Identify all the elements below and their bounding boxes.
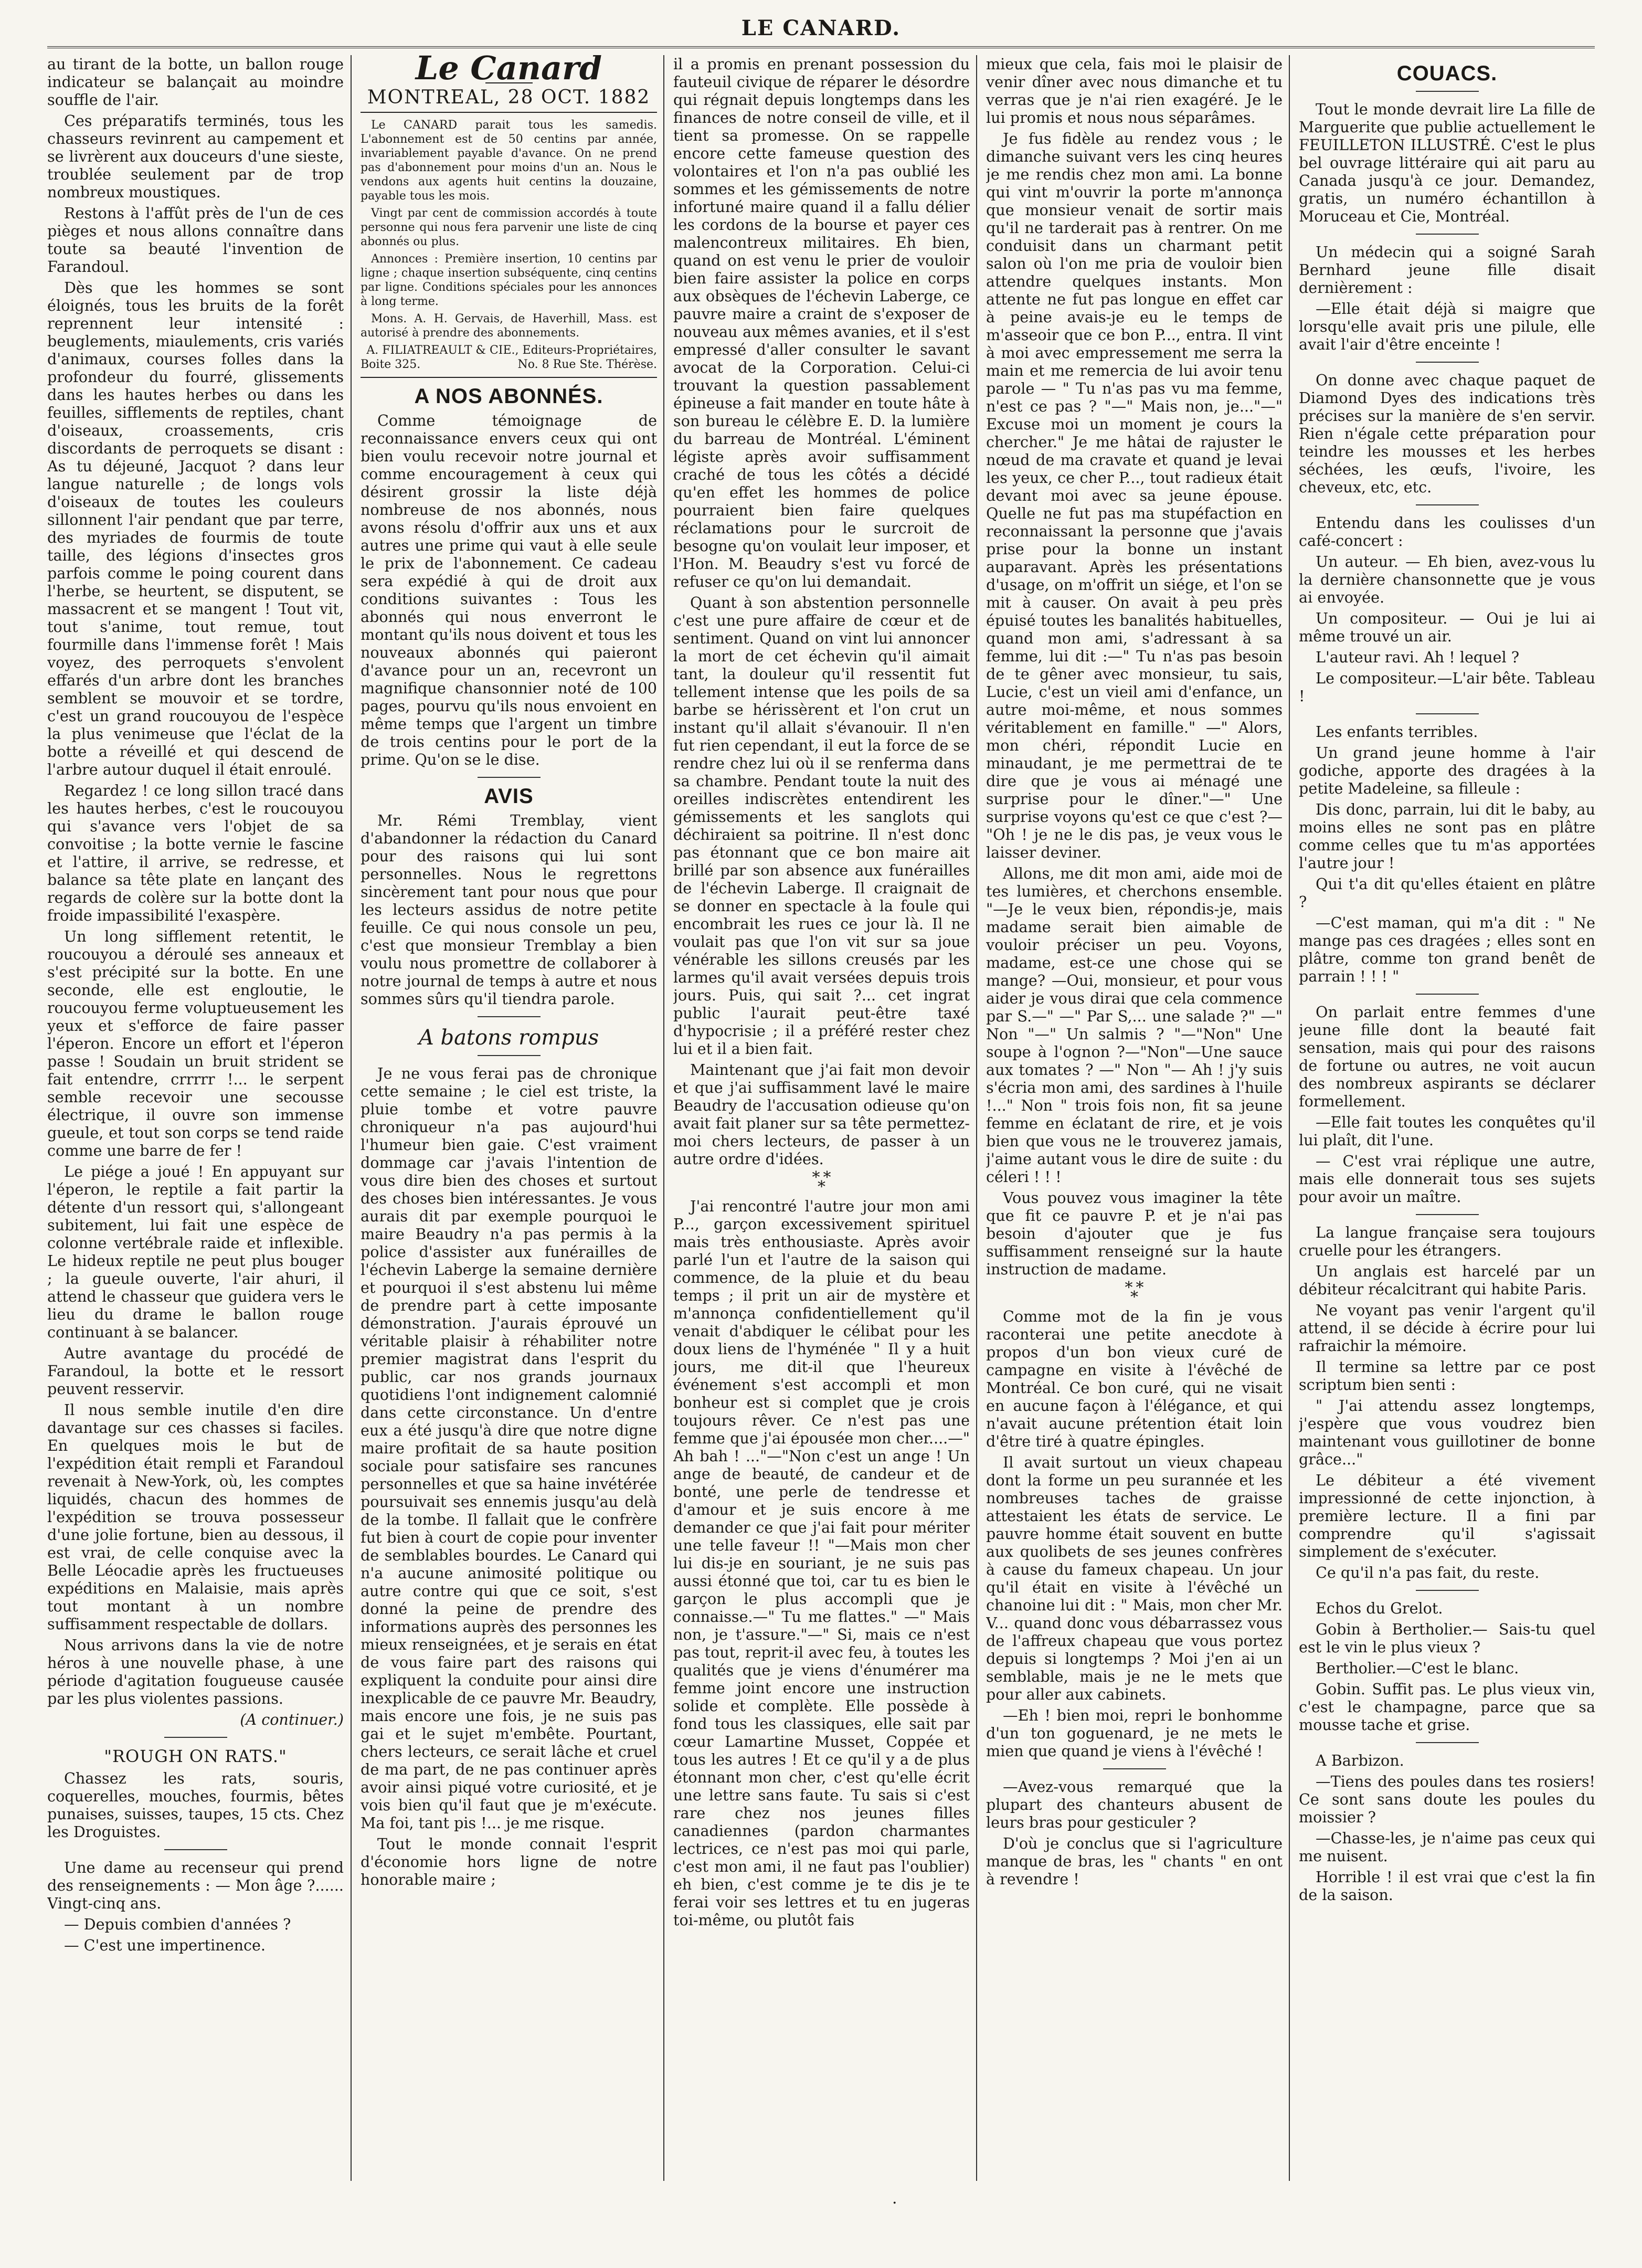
section-title-abonnes: A NOS ABONNÉS. [414,385,603,408]
paragraph: Je ne vous ferai pas de chronique cette semaine ; le ciel est triste, la pluie tombe et votre pauvre chroniqueur n'a pas aujourd'hui l'humeur bien gaie. C'est vraiment dommage car j'avais l'intention de vous dire bien des choses et surtout des choses bien intéressantes. Je vous aurais dit par exemple pourquoi le maire Beaudry n'a pas permis à la police d'assister aux funérailles de l'échevin Laberge la semaine dernière et pourquoi il s'est abstenu lui même de prendre part à cette imposante démonstration. J'aurais éprouvé un véritable plaisir à réhabiliter notre premier magistrat dans l'esprit du public, car nos grands journaux quotidiens l'ont indignement calomnié dans cette circonstance. Un d'entre eux a été jusqu'à dire que notre digne maire profitait de sa haute position sociale pour satisfaire ses rancunes personnelles et que sa haine invétérée poursuivait ses ennemis jusqu'au delà de la tombe. Il fallait que le confrère fut bien à court de copie pour inventer de semblables bourdes. Le Canard qui n'a aucune animosité politique ou autre contre qui que ce soit, s'est donné la peine de prendre des informations auprès des personnes les mieux renseignées, et je serais en état de vous faire part des raisons qui expliquent la conduite pour ainsi dire inexplicable de ce pauvre Mr. Beaudry, mais encore une fois, je ne suis pas gai et le sujet m'embête. Pourtant, chers lecteurs, ce serait lâche et cruel de ma part, de ne pas continuer après avoir ainsi piqué votre curiosité, et je vois bien qu'il faut que je m'exécute. Ma foi, tant pis !... je me risque. [361,1064,657,1832]
paragraph: On donne avec chaque paquet de Diamond Dyes des indications très précises sur la manière de s'en servir. Rien n'égale cette préparation pour teindre les mousses et les herbes séchées, les œufs, l'ivoire, les cheveux, etc, etc. [1299,371,1595,496]
paragraph: Gobin. Suffit pas. Le plus vieux vin, c'est le champagne, parce que sa mousse tache et grise. [1299,1680,1595,1734]
paragraph: Vous pouvez vous imaginer la tête que fit ce pauvre P. et je n'ai pas besoin d'ajouter que je fus suffisamment renseigné sur la haute instruction de madame. [986,1189,1283,1278]
ad-text: Chassez les rats, souris, coquerelles, mouches, fourmis, bêtes punaises, suisses, taupes, 15 cts. Chez les Droguistes. [47,1769,344,1841]
paragraph: A Barbizon. [1316,1752,1404,1769]
info-paragraph: Le CANARD parait tous les samedis. L'abonnement est de 50 centins par année, invariablement payable d'avance. On ne prend pas d'abonnement pour moins d'un an. Nous le vendons aux agents huit centins la douzaine, payable tous les mois. [361,119,657,203]
paragraph: " J'ai attendu assez longtemps, j'espère que vous voudrez bien maintenant vous guillotiner de bonne grâce..." [1299,1397,1595,1468]
separator [1416,713,1479,714]
paragraph: — C'est vrai réplique une autre, mais elle donnerait tous ses sujets pour avoir un maître. [1299,1152,1595,1206]
paragraph: Je fus fidèle au rendez vous ; le dimanche suivant vers les cinq heures je me rendis chez mon ami. La bonne qui vint m'ouvrir la porte m'annonça que monsieur venait de sortir mais qu'il ne tarderait pas à rentrer. On me conduisit dans un charmant petit salon où l'on me pria de vouloir bien attendre quelques instants. Mon attente ne fut pas longue en effet car à peine avais-je eu le temps de m'asseoir que ce bon P..., entra. Il vint à moi avec empressement me serra la main et me remercia de lui avoir tenu parole — " Tu n'as pas vu ma femme, n'est ce pas ? "—" Mais non, je..."—" Excuse moi un moment je cours la chercher." Je me hâtai de rajuster le nœud de ma cravate et quand je levai les yeux, ce cher P..., tout radieux était devant moi avec sa jeune épouse. Quelle ne fut pas ma stupéfaction en reconnaissant la personne que j'avais prise pour la bonne un instant auparavant. Après les présentations d'usage, on m'offrit un siége, et l'on se mit à causer. On avait à peu près épuisé toutes les banalités habituelles, quand mon ami, s'adressant à sa femme, lui dit :—" Tu n'as pas besoin de te gêner avec monsieur, tu sais, Lucie, c'est un vieil ami d'enfance, un autre moi-même, et nous sommes véritablement en famille." —" Alors, mon chéri, répondit Lucie en minaudant, je me permettrai de te dire que je vous ai ménagé une surprise pour le dîner."—" Une surprise voyons qu'est ce que c'est ?— "Oh ! je ne le dis pas, je veux vous le laisser deviner. [986,130,1283,861]
paragraph: Mr. Rémi Tremblay, vient d'abandonner la rédaction du Canard pour des raisons qui lui sont personnelles. Nous le regrettons sincèrement tant pour nous que pour les lecteurs assidus de notre petite feuille. Ce qui nous console un peu, c'est que monsieur Tremblay a bien voulu nous promettre de collaborer à notre journal de temps à autre et nous sommes sûrs qu'il tiendra parole. [361,811,657,1008]
column-4 [986,55,1283,2181]
paragraph: La langue française sera toujours cruelle pour les étrangers. [1299,1223,1595,1259]
separator [164,1737,227,1738]
separator [1416,91,1479,92]
column-rule [976,55,977,2181]
paragraph: Qui t'a dit qu'elles étaient en plâtre ? [1299,875,1595,911]
paragraph: Un anglais est harcelé par un débiteur récalcitrant qui habite Paris. [1299,1262,1595,1298]
ad-title: "ROUGH ON RATS." [104,1746,287,1766]
paragraph: Nous arrivons dans la vie de notre héros à une nouvelle phase, à une période d'agitation fougueuse causée par les plus violentes passions. [47,1636,344,1707]
paragraph: Entendu dans les coulisses d'un café-concert : [1299,514,1595,550]
paragraph: —Avez-vous remarqué que la plupart des chanteurs abusent de leurs bras pour gesticuler ? [986,1778,1283,1831]
separator [478,1016,541,1017]
paragraph: Quant à son abstention personnelle c'est une pure affaire de cœur et de sentiment. Quand on vint lui annoncer la mort de cet échevin qu'il aimait tant, la douleur qu'il ressentit fut tellement intense que les poils de sa barbe se hérissèrent et l'on crut un instant qu'il allait s'évanouir. Il n'en fut rien cependant, il eut la force de se rendre chez lui où il se renferma dans sa chambre. Pendant toute la nuit des oreilles indiscrètes entendirent les gémissements et les sanglots qui déchiraient sa poitrine. Il n'est donc pas étonnant que ce bon maire ait brillé par son absence aux funérailles de l'échevin Laberge. Il craignait de se donner en spectacle à la foule qui encombrait les rues ce jour là. Il ne voulait pas que l'on vit sur sa joue vénérable les sillons creusés par les larmes qu'il avait versées depuis trois jours. Puis, qui sait ?... cet ingrat public l'aurait peut-être taxé d'hypocrisie ; il a préféré rester chez lui et il a bien fait. [673,594,970,1058]
paragraph: Il termine sa lettre par ce post scriptum bien senti : [1299,1358,1595,1394]
separator [478,777,541,778]
info-paragraph: Annonces : Première insertion, 10 centins par ligne ; chaque insertion subséquente, cinq centins par ligne. Conditions spéciales pour les annonces à long terme. [361,252,657,308]
separator [1103,1768,1166,1769]
separator [478,1055,541,1056]
publisher-name: A. FILIATREAULT & CIE., Editeurs-Propriétaires, [366,344,657,357]
paragraph: Allons, me dit mon ami, aide moi de tes lumières, et cherchons ensemble. "—Je le veux bien, répondis-je, mais madame serait bien aimable de vouloir préciser un peu. Voyons, madame, est-ce une chose qui se mange? —Oui, monsieur, et pour vous aider je vous dirai que cela commence par S.—" —" Par S,... une salade ?" —" Non "—" Un salmis ? "—"Non" Une soupe à l'ognon ?—"Non"—Une sauce aux tomates ? —" Non "— Ah ! j'y suis s'écria mon ami, des sardines à l'huile !..." Non " trois fois non, fit sa jeune femme en éclatant de rire, et je vois bien que vous ne le trouverez jamais, j'aime autant vous le dire de suite : du céleri ! ! ! [986,864,1283,1186]
paragraph: Tout le monde connait l'esprit d'économie hors ligne de notre honorable maire ; [361,1835,657,1889]
publisher-address [361,357,657,372]
paragraph: mieux que cela, fais moi le plaisir de venir dîner avec nous dimanche et tu verras que je n'ai rien exagéré. Je le lui promis et nous nous séparâmes. [986,55,1283,126]
info-paragraph: Vingt par cent de commission accordés à toute personne qui nous fera parvenir une liste de cinq abonnés ou plus. [361,207,657,248]
paragraph: Un médecin qui a soigné Sarah Bernhard jeune fille disait dernièrement : [1299,243,1595,297]
separator [1416,504,1479,505]
column-rule [1289,55,1290,2181]
postal-box: Boite 325. [361,358,421,371]
separator [1416,1214,1479,1215]
paragraph: il a promis en prenant possession du fauteuil civique de réparer le désordre qui régnait depuis longtemps dans les finances de notre conseil de ville, et il tient sa promesse. On se rappelle encore cette fameuse question des volontaires et l'on n'a pas oublié les sommes et les gémissements de notre infortuné maire quand il a fallu délier les cordons de la bourse et payer ces malencontreux militaires. Eh bien, quand on est venu le prier de vouloir bien faire assister la police en corps aux obsèques de l'échevin Laberge, ce pauvre maire a craint de s'exposer de nouveau aux mêmes avanies, et il s'est empressé d'aller consulter le savant avocat de la Corporation. Celui-ci trouvant la question passablement épineuse a fait mander en toute hâte à son bureau le célèbre E. D. la lumière du barreau de Montréal. L'éminent légiste après avoir suffisamment craché de tous les côtés a décidé qu'en effet les hommes de police pourraient bien faire quelques réclamations pour le surcroit de besogne qu'on voulait leur imposer, et l'Hon. M. Beaudry s'est vu forcé de refuser ce qu'on lui demandait. [673,55,970,590]
paragraph: Horrible ! il est vrai que c'est la fin de la saison. [1299,1868,1595,1904]
paragraph: —Elle était déjà si maigre que lorsqu'elle avait pris une pilule, elle avait l'air d'être enceinte ! [1299,300,1595,353]
subscription-info-box [361,112,657,378]
column-2 [361,55,657,2181]
section-title-couacs: COUACS. [1396,62,1498,85]
paragraph: Le débiteur a été vivement impressionné de cette injonction, à première lecture. Il a fini par comprendre qu'il s'agissait simplement de s'exécuter. [1299,1471,1595,1560]
continuation-note: (A continuer.) [240,1711,344,1728]
dialogue-line: — Depuis combien d'années ? [64,1915,291,1933]
paragraph: —Tiens des poules dans tes rosiers! Ce sont sans doute les poules du moissier ? [1299,1773,1595,1826]
header-rule [47,46,1595,48]
asterism: * * * [812,1168,831,1196]
paragraph: Dès que les hommes se sont éloignés, tous les bruits de la forêt reprennent leur intensité : beuglements, miaulements, cris variés d'animaux, courses folles dans la profondeur du fourré, glissements dans les hautes herbes ou dans les feuilles, sifflements de reptiles, chant d'oiseaux, croassements, cris discordants de perroquets se disant : As tu déjeuné, Jacquot ? dans leur langue naturelle ; de longs vols d'oiseaux de toutes les couleurs sillonnent l'air pendant que par terre, des myriades de fourmis de toute taille, des légions d'insectes gros parfois comme le poing courent dans l'herbe, se heurtent, se disputent, se massacrent et se mangent ! Tout vit, tout s'anime, tout remue, tout fourmille dans l'immense forêt ! Mais voyez, des perroquets s'envolent effarés d'un arbre dont les branches semblent se mouvoir et se tordre, c'est un grand roucouyou de l'espèce la plus venimeuse que l'éclat de la botte a réveillé et qui descend de l'arbre autour duquel il était enroulé. [47,279,344,778]
street-address: No. 8 Rue Ste. Thérèse. [517,358,657,371]
asterism: * * * [1125,1279,1144,1306]
paragraph: —Eh ! bien moi, repri le bonhomme d'un ton goguenard, je ne mets le mien que quand je viens à l'évêché ! [986,1706,1283,1760]
paragraph: Il nous semble inutile d'en dire davantage sur ces chasses si faciles. En quelques mois le but de l'expédition était rempli et Farandoul revenait à New-York, où, les comptes liquidés, chacun des hommes de l'expédition se trouva possesseur d'une jolie fortune, bien au dessous, il est vrai, de celle conquise avec la Belle Léocadie après les fructueuses expéditions en Malaisie, mais après tout montant à un nombre suffisamment respectable de dollars. [47,1401,344,1633]
paragraph: On parlait entre femmes d'une jeune fille dont la beauté fait sensation, mais qui pour des raisons de fortune ou autres, ne voit aucun des nombreux aspirants se déclarer formellement. [1299,1003,1595,1110]
paragraph: Dis donc, parrain, lui dit le baby, au moins elles ne sont pas en plâtre comme celles que tu m'as apportées l'autre jour ! [1299,800,1595,872]
paragraph: Tout le monde devrait lire La fille de Marguerite que publie actuellement le FEUILLETON ILLUSTRÉ. C'est le plus bel ouvrage littéraire qui ait paru au Canada jusqu'à ce jour. Demandez, gratis, un numéro échantillon à Moruceau et Cie, Montréal. [1299,100,1595,225]
paragraph: Ne voyant pas venir l'argent qu'il attend, il se décide à écrire pour lui rafraichir la mémoire. [1299,1301,1595,1355]
paragraph: D'où je conclus que si l'agriculture manque de bras, les " chants " en ont à revendre ! [986,1834,1283,1888]
separator [1416,234,1479,235]
column-5 [1299,55,1595,2181]
paragraph: —Elle fait toutes les conquêtes qu'il lui plaît, dit l'une. [1299,1113,1595,1149]
dialogue-line: — C'est une impertinence. [64,1936,266,1954]
dialogue-line: Une dame au recenseur qui prend des renseignements : — Mon âge ?...... Vingt-cinq ans. [47,1859,344,1912]
paragraph: Echos du Grelot. [1316,1599,1443,1617]
paragraph: Bertholier.—C'est le blanc. [1316,1659,1519,1677]
paragraph: Les enfants terribles. [1316,723,1478,741]
paragraph: Un grand jeune homme à l'air godiche, apporte des dragées à la petite Madeleine, sa filleule : [1299,744,1595,797]
page-header: LE CANARD. [741,16,901,40]
paragraph: Le piége a joué ! En appuyant sur l'éperon, le reptile a fait partir la détente d'un ressort qui, s'allongeant subitement, lui fait une espèce de colonne vertébrale raide et inflexible. Le hideux reptile ne peut plus bouger ; la gueule ouverte, l'air ahuri, il attend le chasseur que guidera vers le lieu du drame le ballon rouge continuant à se balancer. [47,1163,344,1341]
paragraph: L'auteur ravi. Ah ! lequel ? [1316,648,1520,666]
separator [1416,1590,1479,1591]
paragraph: Maintenant que j'ai fait mon devoir et que j'ai suffisamment lavé le maire Beaudry de l'accusation odieuse qu'on avait fait planer sur sa tête permettez-moi chers lecteurs, de passer à un autre ordre d'idées. [673,1061,970,1168]
paragraph: Restons à l'affût près de l'un de ces pièges et nous allons connaître dans toute sa beauté l'invention de Farandoul. [47,204,344,276]
info-paragraph: Mons. A. H. Gervais, de Haverhill, Mass. est autorisé à prendre des abonnements. [361,312,657,340]
paragraph: Gobin à Bertholier.— Sais-tu quel est le vin le plus vieux ? [1299,1620,1595,1656]
paragraph: Le compositeur.—L'air bête. Tableau ! [1299,669,1595,705]
masthead-title: Le Canard [415,55,602,87]
column-rule [351,55,352,2181]
separator [1416,362,1479,363]
dateline: MONTREAL, 28 OCT. 1882 [367,87,651,108]
paragraph: Regardez ! ce long sillon tracé dans les hautes herbes, c'est le roucouyou qui s'avance vers l'objet de sa convoitise ; la botte vernie le fascine et l'attire, il arrive, se redresse, et balance sa tête plate en lançant des regards de colère sur la botte dont la froide impassibilité l'exaspère. [47,782,344,924]
paragraph: —C'est maman, qui m'a dit : " Ne mange pas ces dragées ; elles sont en plâtre, comme ton grand benêt de parrain ! ! ! " [1299,914,1595,985]
paragraph: Comme témoignage de reconnaissance envers ceux qui ont bien voulu recevoir notre journal et comme encouragement à ceux qui désirent grossir la liste déjà nombreuse de nos abonnés, nous avons résolu d'offrir aux uns et aux autres une prime qui vaut à elle seule le prix de l'abonnement. Ce cadeau sera expédié à qui de droit aux conditions suivantes : Tous les abonnés qui nous enverront le montant qu'ils nous doivent et tous les nouveaux abonnés qui paieront d'avance pour un an, recevront un magnifique chansonnier noté de 100 pages, pourvu qu'ils nous envoient en même temps que l'argent un timbre de trois centins pour le port de la prime. Qu'on se le dise. [361,412,657,768]
paragraph: —Chasse-les, je n'aime pas ceux qui me nuisent. [1299,1829,1595,1865]
paragraph: Comme mot de la fin je vous raconterai une petite anecdote à propos d'un bon vieux curé de campagne en visite à l'évêché de Montréal. Ce bon curé, qui ne visait en aucune façon à l'élégance, et qui n'avait aucune prétention était loin d'être tiré à quatre épingles. [986,1307,1283,1450]
paragraph: Il avait surtout un vieux chapeau dont la forme un peu surannée et les nombreuses taches de graisse attestaient les états de service. Le pauvre homme était souvent en butte aux quolibets de ses jeunes confrères à cause du fameux chapeau. Un jour qu'il était en visite à l'évêché un chanoine lui dit : " Mais, mon cher Mr. V... quand donc vous débarrassez vous de l'affreux chapeau que vous portez depuis si longtemps ? Moi j'en ai un semblable, mais je ne le mets que pour aller aux cabinets. [986,1453,1283,1703]
paragraph: J'ai rencontré l'autre jour mon ami P..., garçon excessivement spirituel mais très enthousiaste. Après avoir parlé l'un et l'autre de la saison qui commence, de la pluie et du beau temps ; il prit un air de mystère et m'annonça confidentiellement qu'il venait d'abdiquer le célibat pour les doux liens de l'hyménée " Il y a huit jours, me dit-il que l'heureux événement s'est accompli et mon bonheur est si complet que je crois toujours rêver. Ce n'est pas une femme que j'ai épousée mon cher....—" Ah bah ! ..."—"Non c'est un ange ! Un ange de beauté, de candeur et de bonté, une perle de tendresse et d'amour et je suis encore à me demander ce que j'ai fait pour mériter une telle faveur !! "—Mais mon cher lui dis-je en souriant, je ne suis pas aussi étonné que toi, car tu es bien le garçon le plus accompli que je connaisse.—" Tu me flattes." —" Mais non, je t'assure."—" Si, mais ce n'est pas tout, reprit-il avec feu, à toutes les qualités que je viens d'énumérer ma femme joint encore une instruction solide et complète. Elle possède à fond tous les classiques, elle sait par cœur Lamartine Musset, Coppée et tous les autres ! Et ce qu'il y a de plus étonnant mon cher, c'est qu'elle écrit une lettre sans faute. Tu sais si c'est rare chez nos jeunes filles canadiennes (pardon charmantes lectrices, ce n'est pas moi qui parle, c'est mon ami, il ne faut pas l'oublier) eh bien, c'est comme je te dis je te ferai voir ses lettres et tu en jugeras toi-même, ou plutôt fais [673,1197,970,1929]
section-title-avis: AVIS [484,785,534,808]
paragraph: au tirant de la botte, un ballon rouge indicateur se balançait au moindre souffle de l'air. [47,55,344,109]
paragraph: Un auteur. — Eh bien, avez-vous lu la dernière chansonnette que je vous ai envoyée. [1299,553,1595,606]
paragraph: Ces préparatifs terminés, tous les chasseurs revinrent au campement et se livrèrent aux douceurs d'une sieste, troublée seulement par de trop nombreux moustiques. [47,112,344,201]
separator [1416,994,1479,995]
paragraph: Un compositeur. — Oui je lui ai même trouvé un air. [1299,609,1595,645]
separator [164,1849,227,1850]
paragraph: Un long sifflement retentit, le roucouyou a déroulé ses anneaux et s'est précipité sur la botte. En une seconde, elle est engloutie, le roucouyou ferme voluptueusement les yeux et s'efforce de faire passer l'éperon. Encore un effort et l'éperon passe ! Soudain un bruit strident se fait entendre, crrrrr !... le serpent semble recevoir une secousse électrique, il ouvre son immense gueule, et tout son corps se tend raide comme une barre de fer ! [47,927,344,1159]
column-3 [673,55,970,2181]
print-mark: · [892,2194,897,2212]
column-1 [47,55,344,2181]
paragraph: Ce qu'il n'a pas fait, du reste. [1316,1564,1540,1581]
column-rule [663,55,664,2181]
section-title-batons-rompus: A batons rompus [418,1026,599,1050]
paragraph: Autre avantage du procédé de Farandoul, la botte et le ressort peuvent resservir. [47,1344,344,1398]
separator [1416,1742,1479,1743]
